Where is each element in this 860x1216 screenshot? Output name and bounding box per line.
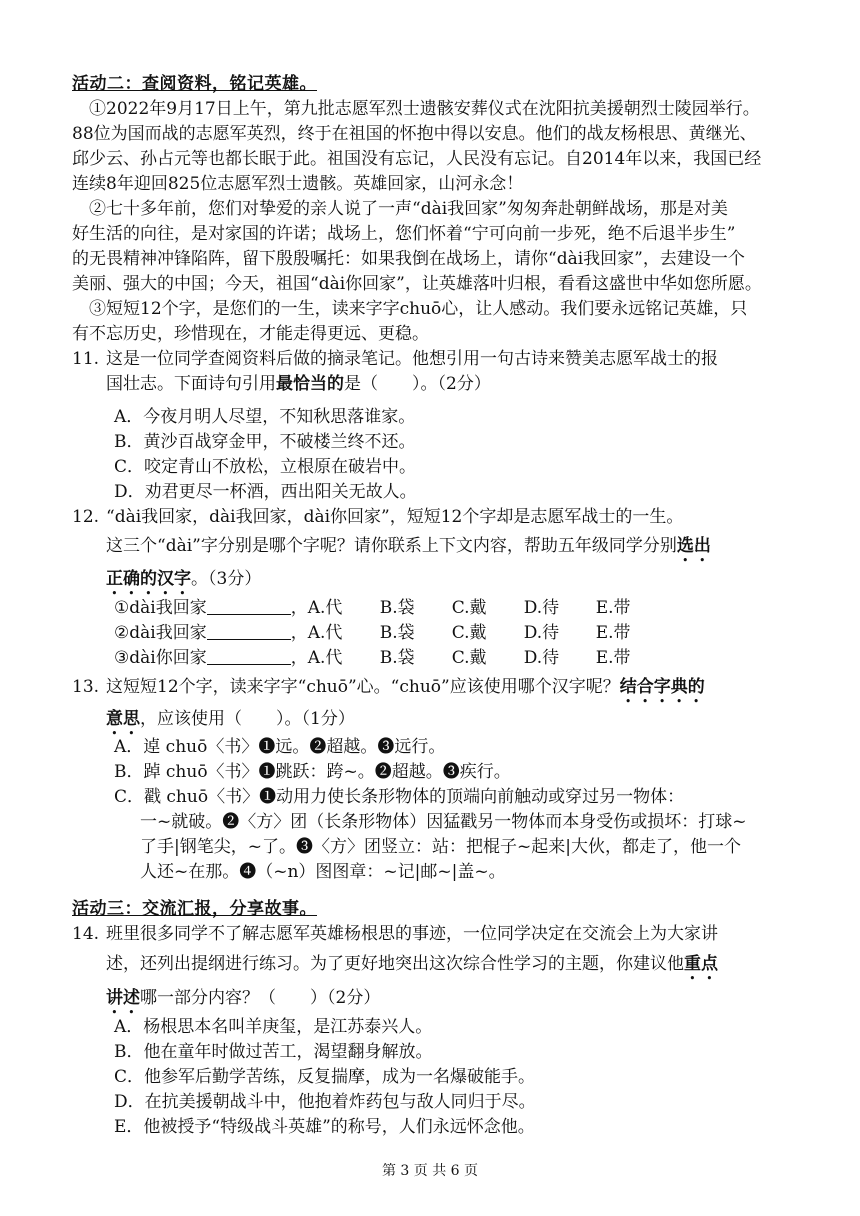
passage-line: ①2022年9月17日上午，第九批志愿军烈士遗骸安葬仪式在沈阳抗美援朝烈士陵园举行。: [89, 99, 760, 119]
comma: ，: [290, 648, 308, 668]
emphasis-text: 结合字典的: [619, 677, 705, 697]
answer-option: A．今夜月明人尽望，不知秋思落谁家。: [114, 407, 416, 427]
question-number: 13.: [72, 677, 100, 697]
passage-line: ②七十多年前，您们对挚爱的亲人说了一声“dài我回家”匆匆奔赴朝鲜战场，那是对美: [89, 199, 728, 219]
question-text: 这是一位同学查阅资料后做的摘录笔记。他想引用一句古诗来赞美志愿军战士的报: [106, 349, 718, 369]
choice-row: [72, 596, 794, 621]
choice-e: E.带: [595, 623, 631, 643]
choice-a: A.代: [307, 598, 343, 618]
answer-blank[interactable]: [207, 596, 291, 615]
question-text: ，应该使用（ ）。（1分）: [140, 709, 355, 729]
choice-a: A.代: [307, 648, 343, 668]
answer-option: D．在抗美援朝战斗中，他抱着炸药包与敌人同归于尽。: [114, 1092, 536, 1112]
exam-page: [72, 72, 794, 1140]
question-text: 。（3分）: [191, 569, 262, 589]
choice-a: A.代: [307, 623, 343, 643]
emphasis-text: 意思: [106, 709, 140, 729]
question-text: 这三个“dài”字分别是哪个字呢？请你联系上下文内容，帮助五年级同学分别: [106, 536, 677, 556]
choice-c: C.戴: [451, 623, 487, 643]
choice-b: B.袋: [379, 648, 415, 668]
passage-line: 好生活的向往，是对家国的许诺；战场上，您们怀着“宁可向前一步死，绝不后退半步生”: [72, 224, 736, 244]
emphasis-text: 讲述: [106, 988, 140, 1008]
question-number: 12.: [72, 507, 100, 527]
question-text: “dài我回家，dài我回家，dài你回家”，短短12个字却是志愿军战士的一生。: [106, 507, 684, 527]
comma: ，: [290, 623, 308, 643]
answer-option: A．逴 chuō〈书〉❶远。❷超越。❸远行。: [114, 737, 446, 757]
answer-option: D．劝君更尽一杯酒，西出阳关无故人。: [114, 482, 417, 502]
question-11: [72, 347, 794, 505]
choice-b: B.袋: [379, 623, 415, 643]
row-lead: ②dài我回家: [114, 623, 207, 643]
choice-c: C.戴: [451, 648, 487, 668]
answer-option: B．踔 chuō〈书〉❶跳跃：跨~。❷超越。❸疾行。: [114, 762, 511, 782]
answer-option: E．他被授予“特级战斗英雄”的称号，人们永远怀念他。: [114, 1117, 535, 1137]
answer-option: C．他参军后勤学苦练，反复揣摩，成为一名爆破能手。: [114, 1067, 536, 1087]
answer-option: C．咬定青山不放松，立根原在破岩中。: [114, 457, 417, 477]
question-14: [72, 922, 794, 1140]
answer-option: C．戳 chuō〈书〉❶动用力使长条形物体的顶端向前触动或穿过另一物体：: [114, 787, 685, 807]
passage-line: 有不忘历史，珍惜现在，才能走得更远、更稳。: [72, 324, 429, 344]
row-lead: ①dài我回家: [114, 598, 207, 618]
passage-line: 的无畏精神冲锋陷阵，留下殷殷嘱托：如果我倒在战场上，请你“dài我回家”，去建设一个: [72, 249, 745, 269]
page-footer: 第 3 页 共 6 页: [381, 1163, 479, 1179]
choice-d: D.待: [523, 648, 560, 668]
answer-option-cont: 人还~在那。❹（~n）图图章：~记|邮~|盖~。: [140, 862, 506, 882]
choice-d: D.待: [523, 623, 560, 643]
question-text: 这短短12个字，读来字字“chuō”心。“chuō”应该使用哪个汉字呢？: [106, 677, 620, 697]
row-lead: ③dài你回家: [114, 648, 207, 668]
passage-line: 连续8年迎回825位志愿军烈士遗骸。英雄回家，山河永念！: [72, 174, 524, 194]
choice-d: D.待: [523, 598, 560, 618]
passage-line: ③短短12个字，是您们的一生，读来字字chuō心，让人感动。我们要永远铭记英雄，只: [89, 299, 748, 319]
question-number: 14.: [72, 924, 100, 944]
question-text: 哪一部分内容？（ ）（2分）: [140, 988, 381, 1008]
passage-line: 88位为国而战的志愿军英烈，终于在祖国的怀抱中得以安息。他们的战友杨根思、黄继光、: [72, 124, 757, 144]
question-12: [72, 505, 794, 671]
answer-option: A．杨根思本名叫羊庚玺，是江苏泰兴人。: [114, 1017, 433, 1037]
reading-passage: [72, 97, 794, 347]
choice-e: E.带: [595, 648, 631, 668]
choice-row: [72, 646, 794, 671]
choice-e: E.带: [595, 598, 631, 618]
question-text: 是（ ）。（2分）: [344, 374, 491, 394]
emphasis-text: 重点: [684, 954, 718, 974]
comma: ，: [290, 598, 308, 618]
answer-option-cont: 了手|钢笔尖，~了。❸〈方〉团竖立：站：把棍子~起来|大伙，都走了，他一个: [140, 837, 741, 857]
answer-blank[interactable]: [207, 646, 291, 665]
answer-option: B．黄沙百战穿金甲，不破楼兰终不还。: [114, 432, 416, 452]
answer-option: B．他在童年时做过苦工，渴望翻身解放。: [114, 1042, 433, 1062]
question-text: 国壮志。下面诗句引用: [106, 374, 276, 394]
activity2-heading: 活动二：查阅资料，铭记英雄。: [72, 74, 317, 94]
answer-blank[interactable]: [207, 621, 291, 640]
question-text: 述，还列出提纲进行练习。为了更好地突出这次综合性学习的主题，你建议他: [106, 954, 684, 974]
emphasis-text: 正确的汉字: [106, 569, 191, 589]
choice-c: C.戴: [451, 598, 487, 618]
passage-line: 美丽、强大的中国；今天，祖国“dài你回家”，让英雄落叶归根，看看这盛世中华如您所愿。: [72, 274, 762, 294]
emphasis-text: 最恰当的: [276, 374, 344, 394]
choice-row: [72, 621, 794, 646]
answer-option-cont: 一~就破。❷〈方〉团（长条形物体）因猛戳另一物体而本身受伤或损坏：打球~: [140, 812, 747, 832]
question-number: 11.: [72, 349, 100, 369]
emphasis-text: 选出: [676, 536, 711, 556]
choice-b: B.袋: [379, 598, 415, 618]
question-13: [72, 671, 794, 885]
question-text: 班里很多同学不了解志愿军英雄杨根思的事迹，一位同学决定在交流会上为大家讲: [106, 924, 718, 944]
activity3-heading: 活动三：交流汇报，分享故事。: [72, 899, 317, 919]
passage-line: 邱少云、孙占元等也都长眠于此。祖国没有忘记，人民没有忘记。自2014年以来，我国已经: [72, 149, 762, 169]
